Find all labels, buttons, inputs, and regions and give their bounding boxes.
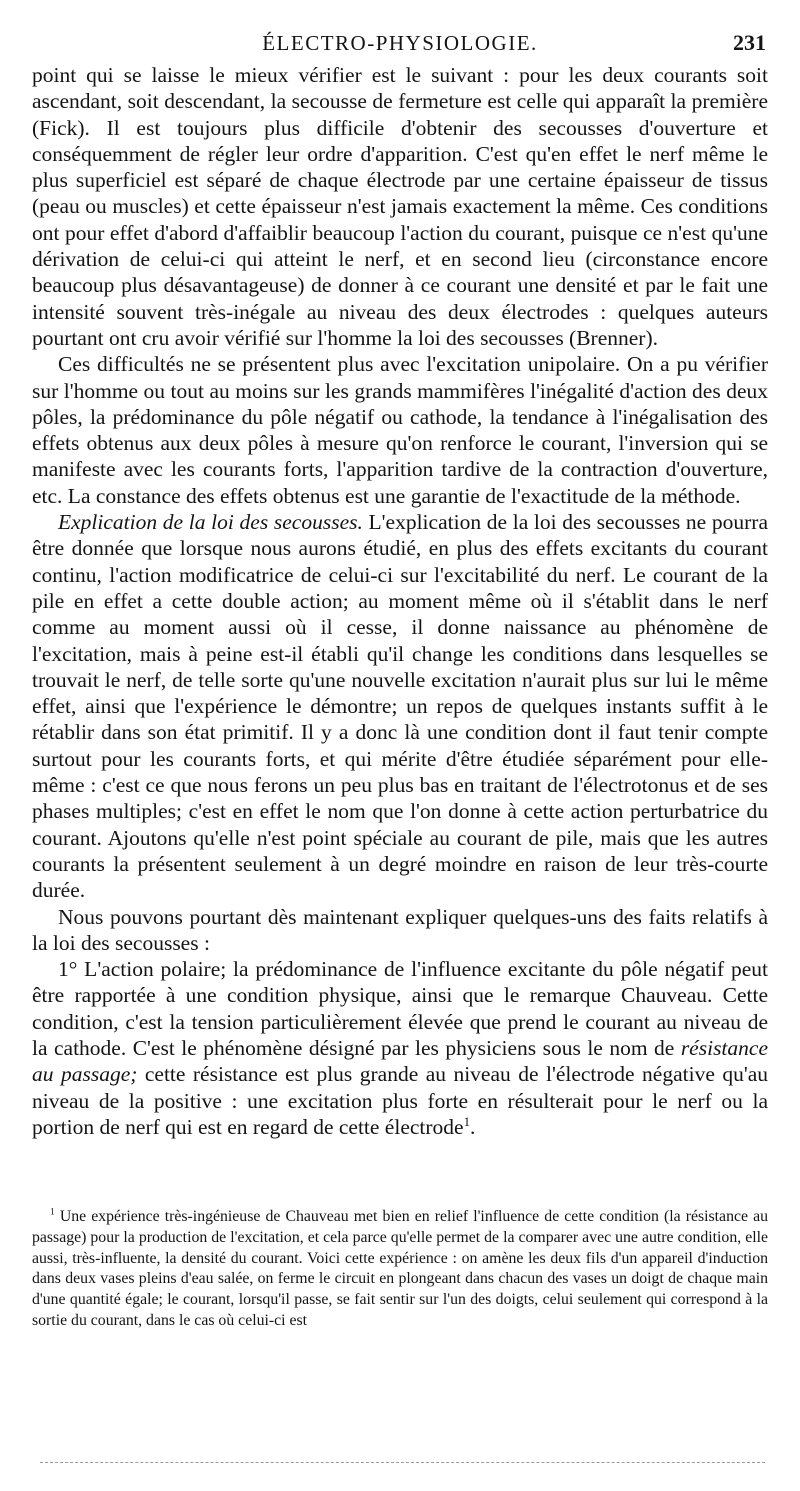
footnote-marker: 1 bbox=[50, 1207, 55, 1218]
section-heading: Explication de la loi des secousses. bbox=[58, 510, 363, 535]
footnote-reference: 1 bbox=[463, 1114, 471, 1129]
paragraph: Ces difficultés ne se présentent plus avec l'excitation unipolaire. On a pu vérifier sur l'homme ou tout au moins sur les grands mammifères l'inégalité d'action des deux pôles, la prédominance du pôle négatif ou cathode, la tendance à l'inégalisation des effets obtenus aux deux pôles à mesure qu'on renforce le courant, l'inversion qui se manifeste avec les courants forts, l'apparition tardive de la contraction d'ouverture, etc. La constance des effets obtenus est une garantie de l'exactitude de la méthode. bbox=[32, 352, 768, 508]
paragraph: point qui se laisse le mieux vérifier est le suivant : pour les deux courants soit ascendant, soit descendant, la secousse de fermeture est celle qui apparaît la première (Fick). Il est toujours plus difficile d'obtenir des secousses d'ouverture et conséquemment de régler leur ordre d'apparition. C'est qu'en effet le nerf même le plus superficiel est séparé de chaque électrode par une certaine épaisseur de tissus (peau ou muscles) et cette épaisseur n'est jamais exactement la même. Ces conditions ont pour effet d'abord d'affaiblir beaucoup l'action du courant, puisque ce n'est qu'une dérivation de celui-ci qui atteint le nerf, et en second lieu (circonstance encore beaucoup plus désavantageuse) de donner à ce courant une densité et par le fait une intensité souvent très-inégale au niveau des deux électrodes : quelques auteurs pourtant ont cru avoir vérifié sur l'homme la loi des secousses (Brenner). bbox=[32, 63, 768, 350]
paragraph-end: . bbox=[470, 1114, 476, 1139]
paragraph-text: 1° L'action polaire; la prédominance de l'influence excitante du pôle négatif peut être rapportée à une condition physique, ainsi que le remarque Chauveau. Cette condition, c'est la tension particulièrement élevée que prend le courant au niveau de la cathode. C'est le phénomène désigné par les physiciens sous le nom de bbox=[32, 957, 768, 1060]
paragraph-text: L'explication de la loi des secousses ne pourra être donnée que lorsque nous aurons étudié, en plus des effets excitants du courant continu, l'action modificatrice de celui-ci sur l'excitabilité du nerf. Le courant de la pile en effet a cette double action; au moment même où il s'établit dans le nerf comme au moment aussi où il cesse, il donne naissance au phénomène de l'excitation, mais à peine est-il établi qu'il change les conditions dans lesquelles se trouvait le nerf, de telle sorte qu'une nouvelle excitation n'aurait plus sur lui le même effet, ainsi que l'expérience le démontre; un repos de quelques instants suffit à le rétablir dans son état primitif. Il y a donc là une condition dont il faut tenir compte surtout pour les courants forts, et qui mérite d'être étudiée séparément pour elle-même : c'est ce que nous ferons un peu plus bas en traitant de l'électrotonus et de ses phases multiples; c'est en effet le nom que l'on donne à cette action perturbatrice du courant. Ajoutons qu'elle n'est point spéciale au courant de pile, mais que les autres courants la présentent seulement à un degré moindre en raison de leur très-courte durée. bbox=[32, 510, 768, 903]
paragraph: Nous pouvons pourtant dès maintenant expliquer quelques-uns des faits relatifs à la loi des secousses : bbox=[32, 904, 768, 955]
italic-term: résistance au passage; bbox=[32, 1035, 768, 1087]
footnotes bbox=[32, 1207, 768, 1332]
footnote bbox=[32, 1207, 768, 1332]
page-number: 231 bbox=[733, 30, 766, 55]
footnote-text: Une expérience très-ingénieuse de Chauveau met bien en relief l'influence de cette condition (la résistance au passage) pour la production de l'excitation, et cela parce qu'elle permet de la comparer avec une autre condition, elle aussi, très-influente, la densité du courant. Voici cette expérience : on amène les deux fils d'un appareil d'induction dans deux vases pleins d'eau salée, on ferme le circuit en plongeant dans chacun des vases un doigt de chaque main d'une quantité égale; le courant, lorsqu'il passe, se fait sentir sur l'un des doigts, celui seulement qui correspond à la sortie du courant, dans le cas où celui-ci est bbox=[32, 1208, 768, 1329]
page-bottom-rule bbox=[40, 1462, 765, 1463]
paragraph bbox=[32, 509, 768, 903]
running-title: ÉLECTRO-PHYSIOLOGIE. bbox=[262, 31, 538, 55]
body-text bbox=[32, 62, 768, 1140]
paragraph-text: cette résistance est plus grande au niveau de l'électrode négative qu'au niveau de la positive : une excitation plus forte en résulterait pour le nerf ou la portion de nerf qui est en regard de cette électrode bbox=[32, 1062, 768, 1139]
page-header bbox=[34, 28, 766, 58]
paragraph bbox=[32, 956, 768, 1140]
